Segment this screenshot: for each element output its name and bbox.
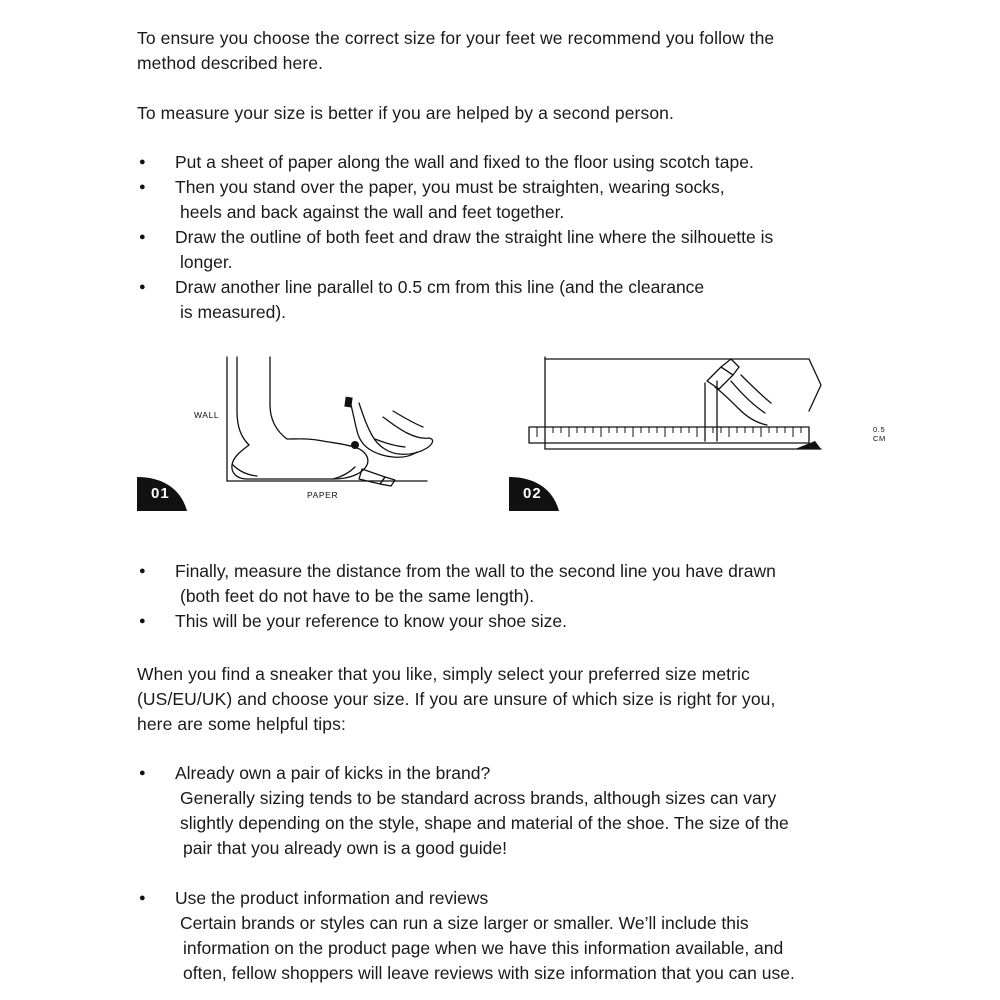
sizing-tips-list: [137, 761, 870, 986]
step-3-line-2: longer.: [180, 252, 233, 272]
intro-line-2: method described here.: [137, 53, 324, 73]
list-item: [137, 609, 870, 634]
figure-01-badge: 01: [151, 485, 170, 502]
wall-label: WALL: [194, 410, 220, 420]
tip-1-line-2: Generally sizing tends to be standard across brands, although sizes can vary: [180, 788, 777, 808]
step-5-line-2: (both feet do not have to be the same length).: [180, 586, 535, 606]
figure-01: [137, 353, 467, 513]
measure-label: 0.5 CM: [873, 425, 886, 443]
step-5-line-1: Finally, measure the distance from the wall to the second line you have drawn: [175, 561, 776, 581]
tip-1-line-1: Already own a pair of kicks in the brand?: [175, 763, 491, 783]
list-item: [137, 175, 870, 225]
step-1-line-1: Put a sheet of paper along the wall and fixed to the floor using scotch tape.: [175, 152, 754, 172]
paper-label: PAPER: [307, 490, 339, 500]
figure-02-badge: 02: [523, 485, 542, 502]
list-item: [137, 559, 870, 609]
intro-line-3: To measure your size is better if you are helped by a second person.: [137, 103, 674, 123]
closing-paragraph: [137, 662, 870, 737]
list-item: [137, 150, 870, 175]
measurement-steps-list-2: [137, 559, 870, 634]
list-item: [137, 886, 870, 986]
step-4-line-2: is measured).: [180, 302, 287, 322]
closing-line-3: here are some helpful tips:: [137, 714, 346, 734]
intro-line-1: To ensure you choose the correct size for your feet we recommend you follow the: [137, 28, 775, 48]
list-item: [137, 761, 870, 861]
list-item: [137, 275, 870, 325]
step-2-line-1: Then you stand over the paper, you must be straighten, wearing socks,: [175, 177, 725, 197]
list-item: [137, 225, 870, 275]
tip-2-line-4: often, fellow shoppers will leave reviews with size information that you can use.: [183, 963, 795, 983]
step-3-line-1: Draw the outline of both feet and draw the straight line where the silhouette is: [175, 227, 774, 247]
figure-02: [509, 353, 886, 513]
tip-1-line-4: pair that you already own is a good guide!: [183, 838, 507, 858]
intro-paragraph: [137, 26, 870, 76]
tip-2-line-1: Use the product information and reviews: [175, 888, 489, 908]
tip-1-line-3: slightly depending on the style, shape and material of the shoe. The size of the: [180, 813, 789, 833]
tip-2-line-3: information on the product page when we have this information available, and: [183, 938, 784, 958]
step-2-line-2: heels and back against the wall and feet together.: [180, 202, 565, 222]
measurement-steps-list: [137, 150, 870, 325]
closing-line-1: When you find a sneaker that you like, simply select your preferred size metric: [137, 664, 750, 684]
illustration-row: [137, 353, 886, 523]
intro-second-person: [137, 101, 870, 126]
step-4-line-1: Draw another line parallel to 0.5 cm from this line (and the clearance: [175, 277, 705, 297]
step-6-line-1: This will be your reference to know your shoe size.: [175, 611, 567, 631]
tip-2-line-2: Certain brands or styles can run a size larger or smaller. We’ll include this: [180, 913, 749, 933]
closing-line-2: (US/EU/UK) and choose your size. If you are unsure of which size is right for you,: [137, 689, 776, 709]
